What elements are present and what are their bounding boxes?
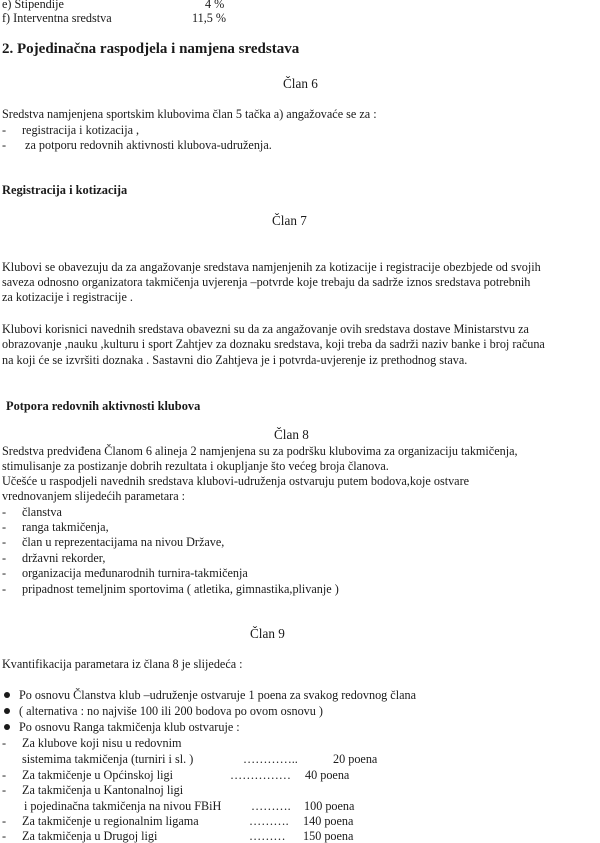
clan-9-bullet: Po osnovu Ranga takmičenja klub ostvaruje : — [4, 720, 240, 734]
list-item-f-label: f) Interventna sredstva — [2, 11, 112, 25]
potpora-heading: Potpora redovnih aktivnosti klubova — [6, 399, 201, 413]
rank-row-1-points: 20 poena — [333, 752, 378, 766]
rank-row-1-label: - Za klubove koji nisu u redovnim — [2, 736, 182, 750]
clan-8-item: - članstva — [2, 505, 62, 519]
rank-row-3-points: 100 poena — [304, 799, 355, 813]
clan-7-p1-line-3: za kotizacije i registracije . — [2, 290, 133, 304]
rank-row-2-dots: …………… — [230, 768, 291, 782]
list-item-e-value: 4 % — [205, 0, 225, 11]
bullet-icon — [4, 708, 10, 714]
clan-8-line-3: Učešće u raspodjeli navednih sredstava klubovi-udruženja ostvaruju putem bodova,koje ostvare — [2, 474, 470, 488]
clan-6-item-2: - za potporu redovnih aktivnosti klubova-udruženja. — [2, 138, 272, 152]
clan-6-intro: Sredstva namjenjena sportskim klubovima član 5 tačka a) angažovaće se za : — [2, 107, 377, 121]
rank-row-1-label2: sistemima takmičenja (turniri i sl. ) — [22, 752, 194, 766]
clan-7-p2-line-2: obrazovanje ,nauku ,kulturu i sport Zahtjev za doznaku sredstava, koji treba da sadrži naziv banke i broj računa — [2, 337, 545, 351]
rank-row-5-points: 150 poena — [303, 829, 354, 843]
clan-9-intro: Kvantifikacija parametara iz člana 8 je slijedeća : — [2, 657, 243, 671]
rank-row-2-label: - Za takmičenje u Općinskoj ligi — [2, 768, 173, 782]
rank-row-3-label: - Za takmičenja u Kantonalnoj ligi — [2, 783, 184, 797]
clan-9-bullet: Po osnovu Članstva klub –udruženje ostvaruje 1 poena za svakog redovnog člana — [4, 688, 416, 702]
section-2-heading: 2. Pojedinačna raspodjela i namjena sredstava — [2, 41, 300, 57]
clan-7-p2-line-1: Klubovi korisnici navednih sredstava obavezni su da za angažovanje ovih sredstava dostave Ministarstvu za — [2, 322, 529, 336]
rank-row-2-points: 40 poena — [305, 768, 350, 782]
registracija-heading: Registracija i kotizacija — [2, 183, 128, 197]
clan-8-title: Član 8 — [274, 427, 309, 442]
clan-7-p2-line-3: na koji će se izvršiti doznaka . Sastavni dio Zahtjeva je i potvrda-uvjerenje iz prethodnog stava. — [2, 353, 468, 367]
list-item-f-value: 11,5 % — [192, 11, 227, 25]
rank-row-4-label: - Za takmičenje u regionalnim ligama — [2, 814, 199, 828]
clan-8-line-4: vrednovanjem slijedećih parametara : — [2, 489, 186, 503]
clan-7-p1-line-2: saveza odnosno organizatora takmičenja uvjerenja –potvrde koje trebaju da sadrže iznos sredstava potrebnih — [2, 275, 531, 289]
clan-8-line-1: Sredstva predviđena Članom 6 alineja 2 namjenjena su za podršku klubovima za organizaciju takmičenja, — [2, 444, 518, 458]
bullet-icon — [4, 724, 10, 730]
clan-8-line-2: stimulisanje za postizanje dobrih rezultata i okupljanje što većeg broja članova. — [2, 459, 389, 473]
rank-row-3-label2: i pojedinačna takmičenja na nivou FBiH — [24, 799, 222, 813]
clan-8-item: - pripadnost temeljnim sportovima ( atletika, gimnastika,plivanje ) — [2, 582, 339, 596]
clan-6-item-1: - registracija i kotizacija , — [2, 123, 140, 137]
clan-8-item: - član u reprezentacijama na nivou Države, — [2, 535, 225, 549]
clan-6-title: Član 6 — [283, 76, 318, 91]
clan-8-item: - ranga takmičenja, — [2, 520, 109, 534]
clan-9-bullet: ( alternativa : no najviše 100 ili 200 bodova po ovom osnovu ) — [4, 704, 323, 718]
rank-row-1-dots: ………….. — [243, 752, 298, 766]
clan-9-title: Član 9 — [250, 626, 285, 641]
bullet-icon — [4, 692, 10, 698]
rank-row-3-dots: ………. — [251, 799, 291, 813]
clan-8-item: - državni rekorder, — [2, 551, 106, 565]
rank-row-5-label: - Za takmičenja u Drugoj ligi — [2, 829, 158, 843]
clan-7-title: Član 7 — [272, 213, 307, 228]
rank-row-4-points: 140 poena — [303, 814, 354, 828]
rank-row-5-dots: ……… — [249, 829, 286, 843]
clan-7-p1-line-1: Klubovi se obavezuju da za angažovanje sredstava namjenjenih za kotizacije i registracije obezbjede od svojih — [2, 260, 541, 274]
list-item-e-label: e) Stipendije — [2, 0, 64, 11]
clan-8-item: - organizacija međunarodnih turnira-takmičenja — [2, 566, 248, 580]
rank-row-4-dots: ………. — [249, 814, 289, 828]
